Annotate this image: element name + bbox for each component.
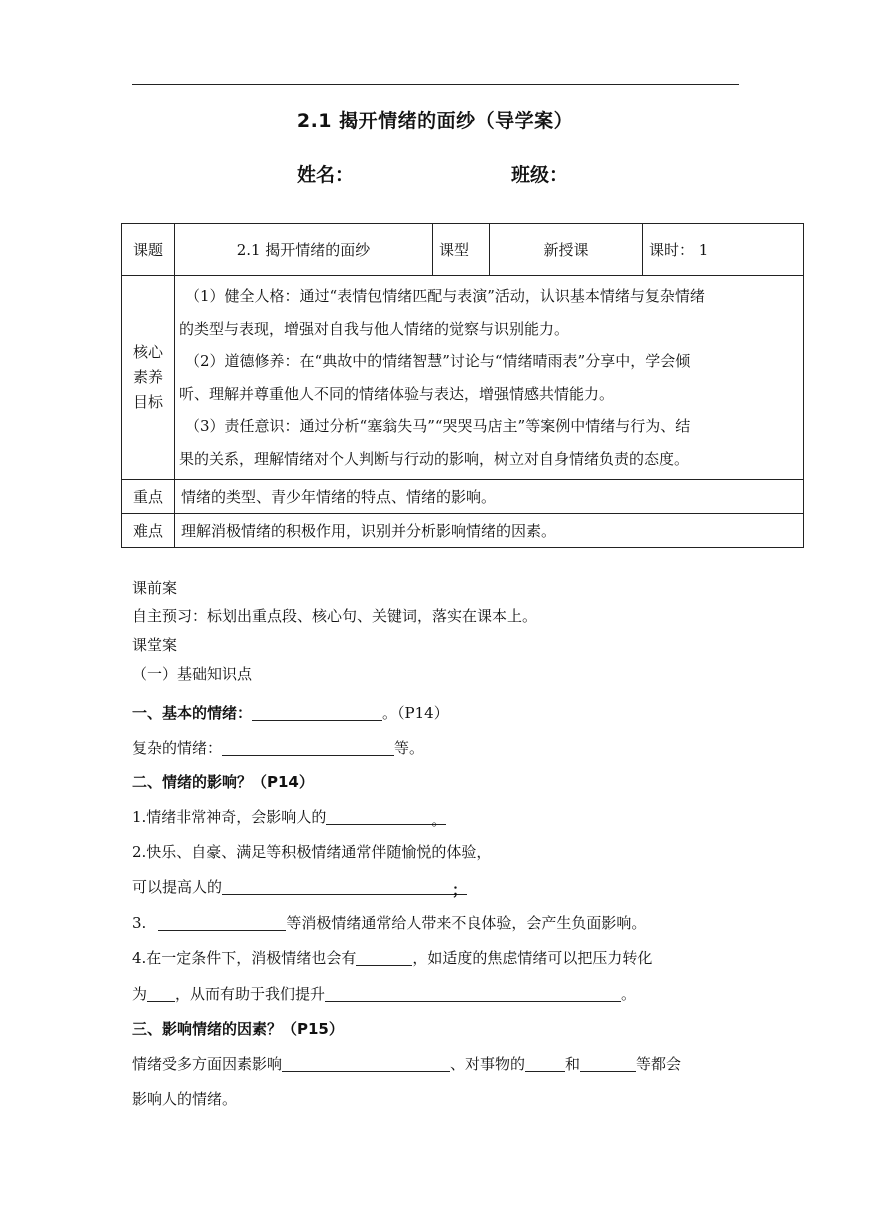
goal-line: （3）责任意识：通过分析“塞翁失马”“哭哭马店主”等案例中情绪与行为、结 (185, 417, 691, 435)
section-2-heading: 二、情绪的影响？（P14） (132, 773, 314, 791)
answer-blank[interactable] (580, 1056, 636, 1072)
goal-line: 听、理解并尊重他人不同的情绪体验与表达，增强情感共情能力。 (179, 384, 615, 403)
goals-content (175, 276, 804, 480)
answer-blank[interactable] (222, 740, 394, 756)
goal-line: （2）道德修养：在“典故中的情绪智慧”讨论与“情绪晴雨表”分享中，学会倾 (185, 352, 691, 370)
type-label: 课型 (433, 224, 490, 276)
goal-line: 的类型与表现，增强对自我与他人情绪的觉察与识别能力。 (179, 319, 570, 338)
answer-blank[interactable] (325, 986, 621, 1002)
section-1: 一、基本的情绪： 。（P14） (132, 704, 449, 722)
table-row (122, 514, 804, 548)
answer-blank[interactable]: 。 (326, 809, 446, 825)
page-title: 2.1 揭开情绪的面纱（导学案） (296, 110, 574, 132)
section-2-item-4b: 为 ，从而有助于我们提升 。 (132, 985, 637, 1003)
section-3-line-a: 情绪受多方面因素影响 、对事物的 和 等都会 (132, 1055, 682, 1073)
answer-blank[interactable]: ； (222, 879, 467, 895)
hours-value: 课时： 1 (643, 224, 804, 276)
section-2-item-1: 1.情绪非常神奇，会影响人的 。 (132, 808, 447, 829)
type-value: 新授课 (490, 224, 643, 276)
answer-blank[interactable] (158, 915, 286, 931)
difficult-label: 难点 (122, 514, 175, 548)
preview-text: 自主预习：标划出重点段、核心句、关键词，落实在课本上。 (132, 607, 538, 625)
section-2-item-2: 2.快乐、自豪、满足等积极情绪通常伴随愉悦的体验， (132, 843, 492, 861)
answer-blank[interactable] (147, 986, 175, 1002)
goal-line: 果的关系，理解情绪对个人判断与行动的影响，树立对自身情绪负责的态度。 (179, 449, 690, 468)
goal-line: （1）健全人格：通过“表情包情绪匹配与表演”活动，认识基本情绪与复杂情绪 (185, 287, 705, 305)
table-row (122, 224, 804, 276)
complex-emotions-line: 复杂的情绪： 等。 (132, 739, 425, 757)
topic-value: 2.1 揭开情绪的面纱 (175, 224, 433, 276)
key-value: 情绪的类型、青少年情绪的特点、情绪的影响。 (175, 480, 804, 514)
section-2-item-2b: 可以提高人的 ； (132, 878, 468, 899)
in-class-heading: 课堂案 (132, 636, 178, 654)
answer-blank[interactable] (356, 950, 412, 966)
difficult-value: 理解消极情绪的积极作用，识别并分析影响情绪的因素。 (175, 514, 804, 548)
section-3-heading: 三、影响情绪的因素？（P15） (132, 1020, 344, 1038)
goals-label: 核心 素养 目标 (122, 276, 175, 480)
answer-blank[interactable] (282, 1056, 450, 1072)
lesson-info-table (121, 223, 804, 548)
name-label: 姓名： (297, 164, 355, 186)
answer-blank[interactable] (252, 705, 382, 721)
table-row (122, 276, 804, 480)
topic-label: 课题 (122, 224, 175, 276)
basic-heading: （一）基础知识点 (132, 665, 253, 683)
header-rule (132, 84, 739, 85)
key-label: 重点 (122, 480, 175, 514)
section-3-line-b: 影响人的情绪。 (132, 1090, 238, 1108)
table-row (122, 480, 804, 514)
section-2-item-4a: 4.在一定条件下，消极情绪也会有 ，如适度的焦虑情绪可以把压力转化 (132, 949, 653, 967)
section-2-item-3: 3. 等消极情绪通常给人带来不良体验，会产生负面影响。 (132, 914, 647, 932)
class-label: 班级： (511, 164, 569, 186)
pre-class-heading: 课前案 (132, 579, 178, 597)
answer-blank[interactable] (525, 1056, 565, 1072)
